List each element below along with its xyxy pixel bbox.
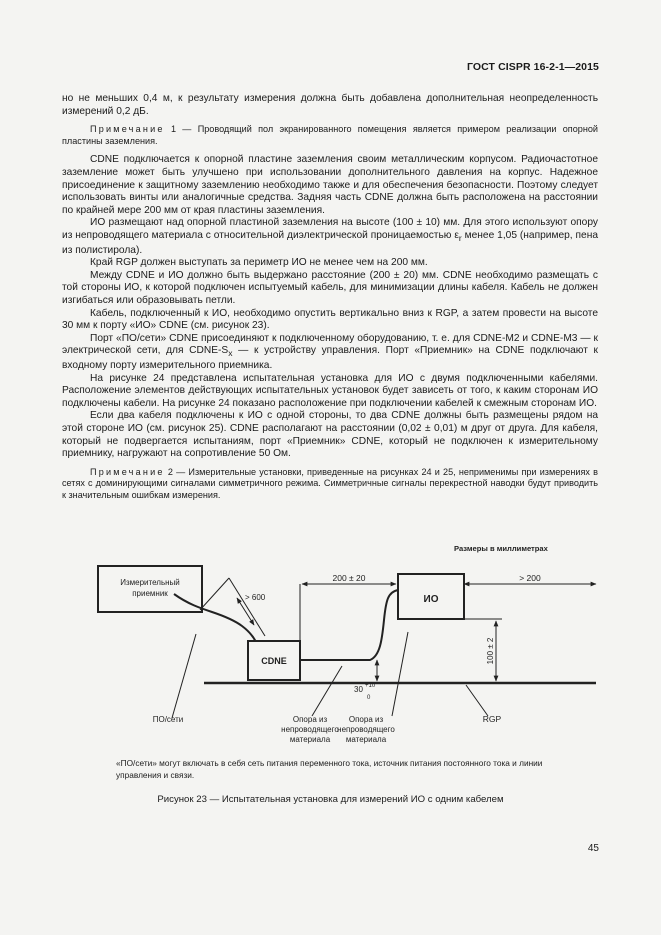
eut-label: ИО [423,594,439,605]
paragraph-part: Порт «ПО/сети» CDNE присоединяют к подключенному оборудованию, т. е. для CDNE-M2 и CDNE-M3 — к электрической сети, для CDNE-S [62,332,598,357]
support-1-line-3: материала [289,735,331,744]
paragraph-part: менее 1,05 (например, пена из полистирола). [62,229,598,256]
note-text: 1 — Проводящий пол экранированного помещения является примером реализации опорной пластины заземления. [62,124,598,146]
dim-200-20-label: 200 ± 20 [332,573,366,583]
dim-100-label: 100 ± 2 [486,637,495,665]
dim-30-label: 30 [354,685,363,694]
eut-cable [300,590,398,660]
note-1 [62,124,598,147]
paragraph-part: ИО размещают над опорной пластиной заземления на высоте (100 ± 10) мм. Для этого используют опору из непроводящего материала с относительной диэлектрической проницаемостью ε [62,217,598,241]
dim-30-sub: 0 [367,695,371,701]
leader-rgp [466,685,488,716]
subscript: x [228,348,233,359]
support-2-line-2: непроводящего [337,725,395,734]
receiver-label-2: приемник [132,589,168,598]
support-1-line-2: непроводящего [281,725,339,734]
dim-600-arrow [237,598,254,625]
cdne-label: CDNE [261,656,287,666]
leader-support-1 [312,666,342,716]
paragraph: но не меньших 0,4 м, к результату измерения должна быть добавлена дополнительная неопределенность измерений 0,2 дБ. [62,93,598,117]
leader-support-2 [392,632,408,716]
units-note: Размеры в миллиметрах [454,544,548,553]
support-1-line-1: Опора из [292,715,328,724]
note-label: Примечание [90,124,165,135]
body-text [62,93,598,508]
figure-caption: Рисунок 23 — Испытательная установка для измерений ИО с одним кабелем [157,794,504,805]
paragraph: Край RGP должен выступать за периметр ИО не менее чем на 200 мм. [90,257,428,269]
paragraph: Если два кабеля подключены к ИО с одной стороны, то два CDNE должны быть размещены рядом на этой стороне ИО (см. рисунок 25). CDNE располагают на расстоянии (0,02 ± 0,01) м друг от друга. Для кабеля, который не подвергается испытаниям, порт «Приемник» CDNE, который не подключен к измерительному приемнику, нагружают на сопротивление 50 Ом. [62,410,598,460]
figure-23-diagram [62,540,602,780]
dim-600-line-a [200,578,229,610]
dim-600-label: > 600 [245,593,266,602]
support-2-line-3: материала [345,735,387,744]
dim-200-label: > 200 [519,573,541,583]
dim-30-sup: +10 [365,683,376,689]
support-2-line-1: Опора из [348,715,384,724]
paragraph [62,217,598,257]
receiver-label-1: Измерительный [120,578,180,587]
paragraph [62,333,598,373]
paragraph: Кабель, подключенный к ИО, необходимо опустить вертикально вниз к RGP, а затем провести на высоте 30 мм к порту «ИО» CDNE (см. рисунок 23). [62,307,598,332]
note-text: 2 — Измерительные установки, приведенные на рисунках 24 и 25, неприменимы при измерениях в сетях с доминирующими сигналами симметричного режима. Симметричные сигналы перекрестной наводки будут приводить к значительным ошибкам измерения. [62,466,598,500]
figure-legend: «ПО/сети» могут включать в себя сеть питания переменного тока, источник питания постоянного тока и линии управления и связи. [116,758,543,780]
paragraph: На рисунке 24 представлена испытательная установка для ИО с двумя подключенными кабелями. Расположение элементов действующих испытательных установок будет зависеть от того, к каким сторонам ИО подключены кабели. На рисунке 24 показано расположение при подключении кабелей к смежным сторонам ИО. [62,372,598,409]
paragraph: CDNE подключается к опорной пластине заземления своим металлическим корпусом. Радиочастотное заземление может быть улучшено при использовании дополнительного давления на корпус. Надежное присоединение к защитному заземлению необходимо также и для обеспечения безопасности. Поэтому следует использовать винты или аналогичные средства. Задняя часть CDNE должна быть расположена на расстоянии по крайней мере 200 мм от края пластины заземления. [62,154,598,216]
subscript: r [458,232,462,243]
page-number: 45 [587,843,599,854]
note-2 [62,467,598,502]
dim-600-line-b [229,578,265,636]
label-ae: ПО/сети [152,715,184,724]
standard-header: ГОСТ CISPR 16-2-1—2015 [466,61,599,73]
label-rgp: RGP [482,714,502,724]
note-label: Примечание [90,466,165,477]
diagram-svg [62,540,602,780]
leader-ae [172,634,196,718]
paragraph-part: — к устройству управления. Порт «Приемник» на CDNE подключают к входному порту измерительного приемника. [62,345,599,371]
paragraph: Между CDNE и ИО должно быть выдержано расстояние (200 ± 20) мм. CDNE необходимо размещать с той стороны ИО, к которой подключен испытуемый кабель, для минимизации длины кабеля. Кабель не должен изгибаться или образовывать петли. [62,269,598,306]
